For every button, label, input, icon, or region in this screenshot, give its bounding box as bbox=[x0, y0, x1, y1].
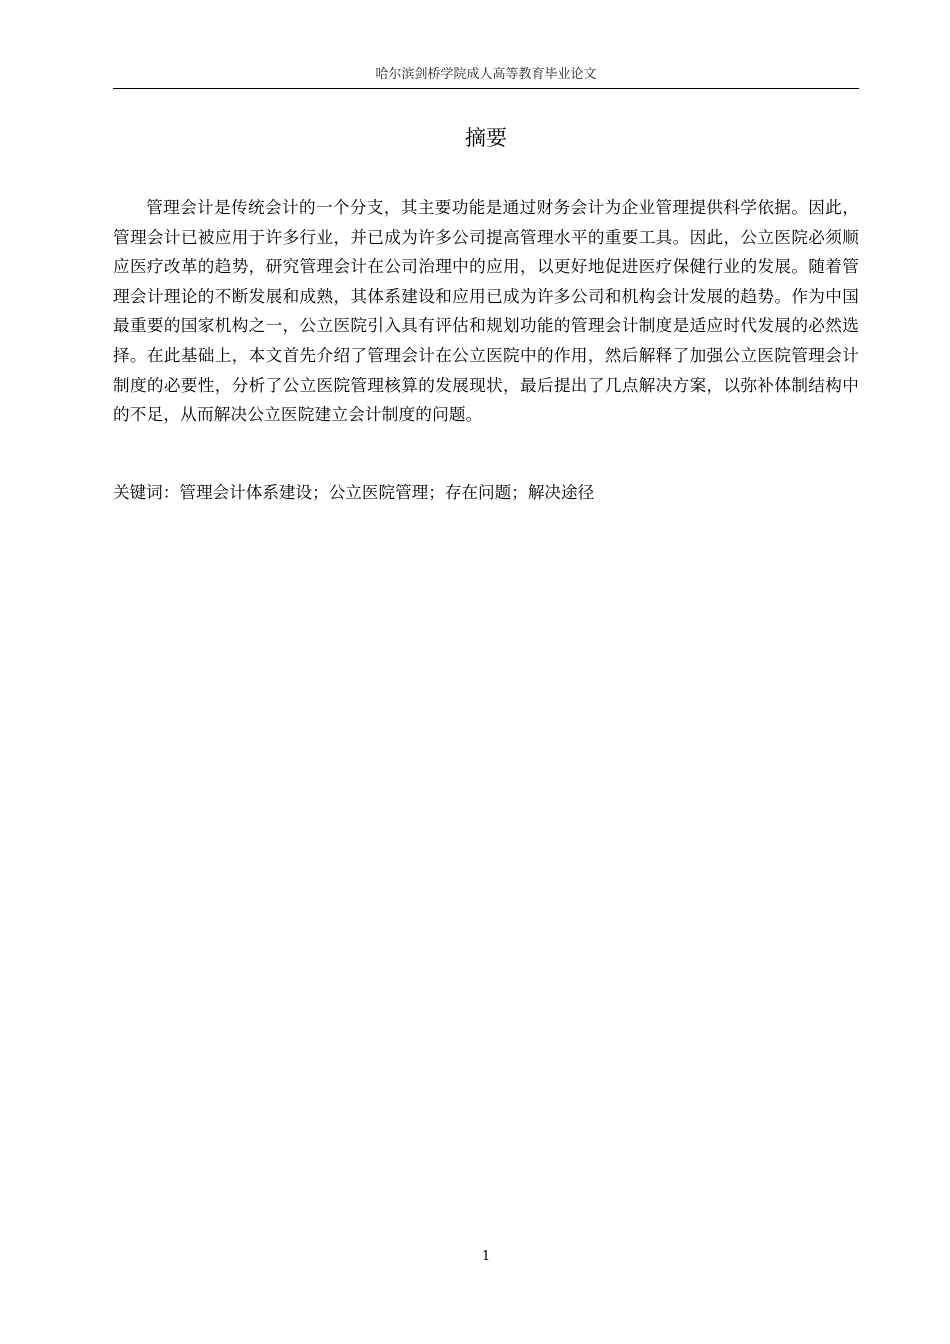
keywords-line: 关键词：管理会计体系建设；公立医院管理；存在问题；解决途径 bbox=[113, 483, 595, 502]
abstract-body: 管理会计是传统会计的一个分支，其主要功能是通过财务会计为企业管理提供科学依据。因此，管理会计已被应用于许多行业，并已成为许多公司提高管理水平的重要工具。因此，公立医院必须顺应医疗改革的趋势，研究管理会计在公司治理中的应用，以更好地促进医疗保健行业的发展。随着管理会计理论的不断发展和成熟，其体系建设和应用已成为许多公司和机构会计发展的趋势。作为中国最重要的国家机构之一，公立医院引入具有评估和规划功能的管理会计制度是适应时代发展的必然选择。在此基础上，本文首先介绍了管理会计在公立医院中的作用，然后解释了加强公立医院管理会计制度的必要性，分析了公立医院管理核算的发展现状，最后提出了几点解决方案，以弥补体制结构中的不足，从而解决公立医院建立会计制度的问题。 bbox=[113, 198, 859, 425]
abstract-title: 摘要 bbox=[465, 126, 507, 150]
page-number: 1 bbox=[481, 1249, 491, 1264]
page-header: 哈尔滨剑桥学院成人高等教育毕业论文 bbox=[113, 66, 859, 89]
